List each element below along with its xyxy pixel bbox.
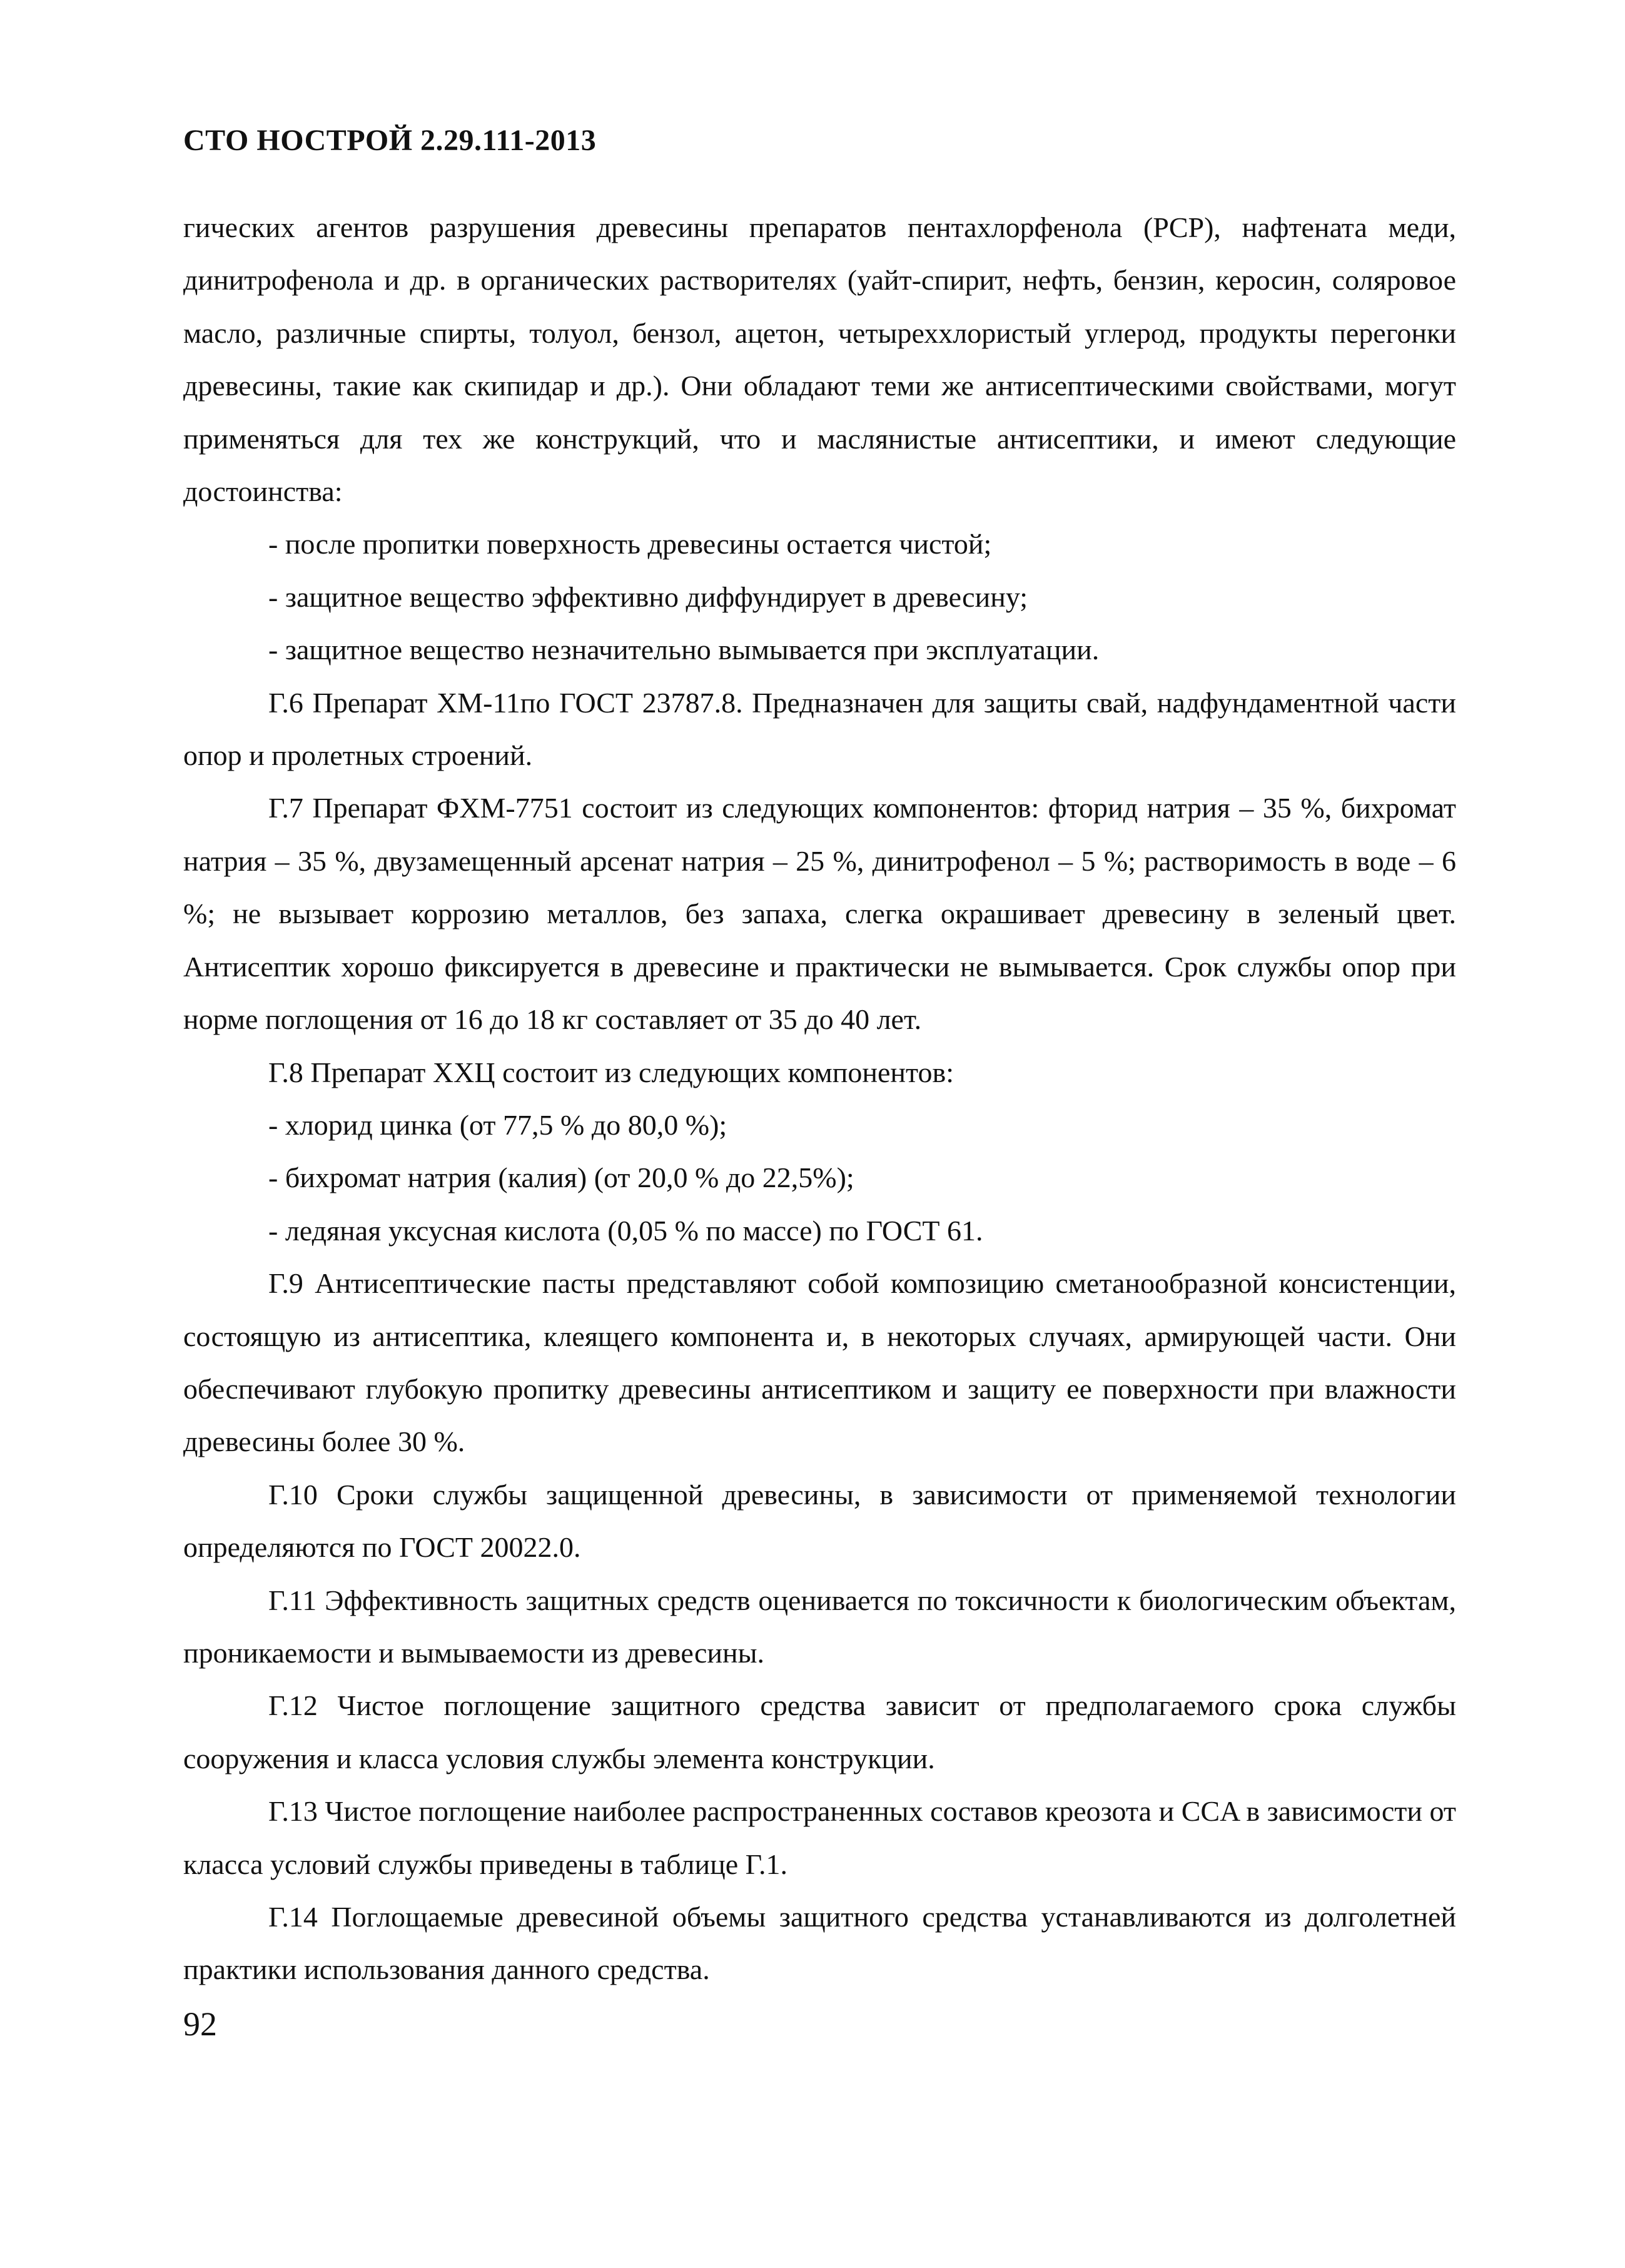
- paragraph-g14: Г.14 Поглощаемые древесиной объемы защитного средства устанавливаются из долголетней практики использования данного средства.: [183, 1901, 1456, 1986]
- paragraph-g9: Г.9 Антисептические пасты представляют собой композицию сметанообразной консистенции, состоящую из антисептика, клеящего компонента и, в некоторых случаях, армирующей части. Они обеспечивают глубокую пропитку древесины антисептиком и защиту ее поверхности при влажности древесины более 30 %.: [183, 1267, 1456, 1458]
- paragraph-continuation: гических агентов разрушения древесины препаратов пентахлорфенола (PCP), нафтената меди, динитрофенола и др. в органических растворителях (уайт-спирит, нефть, бензин, керосин, соляровое масло, различные спирты, толуол, бензол, ацетон, четыреххлористый углерод, продукты перегонки древесины, такие как скипидар и др.). Они обладают теми же антисептическими свойствами, могут применяться для тех же конструкций, что и маслянистые антисептики, и имеют следующие достоинства:: [183, 211, 1456, 508]
- list-item: - ледяная уксусная кислота (0,05 % по массе) по ГОСТ 61.: [268, 1214, 983, 1247]
- paragraph-g12: Г.12 Чистое поглощение защитного средства зависит от предполагаемого срока службы сооружения и класса условия службы элемента конструкции.: [183, 1689, 1456, 1774]
- paragraph-g13: Г.13 Чистое поглощение наиболее распространенных составов креозота и CCA в зависимости от класса условий службы приведены в таблице Г.1.: [183, 1795, 1456, 1880]
- paragraph-g7: Г.7 Препарат ФХМ-7751 состоит из следующих компонентов: фторид натрия – 35 %, бихромат натрия – 35 %, двузамещенный арсенат натрия – 25 %, динитрофенол – 5 %; растворимость в воде – 6 %; не вызывает коррозию металлов, без запаха, слегка окрашивает древесину в зеленый цвет. Антисептик хорошо фиксируется в древесине и практически не вымывается. Срок службы опор при норме поглощения от 16 до 18 кг составляет от 35 до 40 лет.: [183, 792, 1456, 1036]
- document-header: СТО НОСТРОЙ 2.29.111-2013: [183, 124, 597, 157]
- list-item: - защитное вещество эффективно диффундирует в древесину;: [268, 580, 1028, 613]
- paragraph-g8: Г.8 Препарат ХХЦ состоит из следующих компонентов:: [268, 1056, 954, 1088]
- list-item: - после пропитки поверхность древесины остается чистой;: [268, 528, 992, 560]
- list-item: - бихромат натрия (калия) (от 20,0 % до 22,5%);: [268, 1162, 854, 1194]
- paragraph-g6: Г.6 Препарат ХМ-11по ГОСТ 23787.8. Предназначен для защиты свай, надфундаментной части опор и пролетных строений.: [183, 686, 1456, 772]
- page-number: 92: [183, 2005, 217, 2043]
- document-body: [183, 201, 1456, 1997]
- paragraph-g10: Г.10 Сроки службы защищенной древесины, в зависимости от применяемой технологии определяются по ГОСТ 20022.0.: [183, 1478, 1456, 1564]
- paragraph-g11: Г.11 Эффективность защитных средств оценивается по токсичности к биологическим объектам, проникаемости и вымываемости из древесины.: [183, 1584, 1456, 1669]
- list-item: - защитное вещество незначительно вымывается при эксплуатации.: [268, 634, 1100, 666]
- list-item: - хлорид цинка (от 77,5 % до 80,0 %);: [268, 1108, 727, 1141]
